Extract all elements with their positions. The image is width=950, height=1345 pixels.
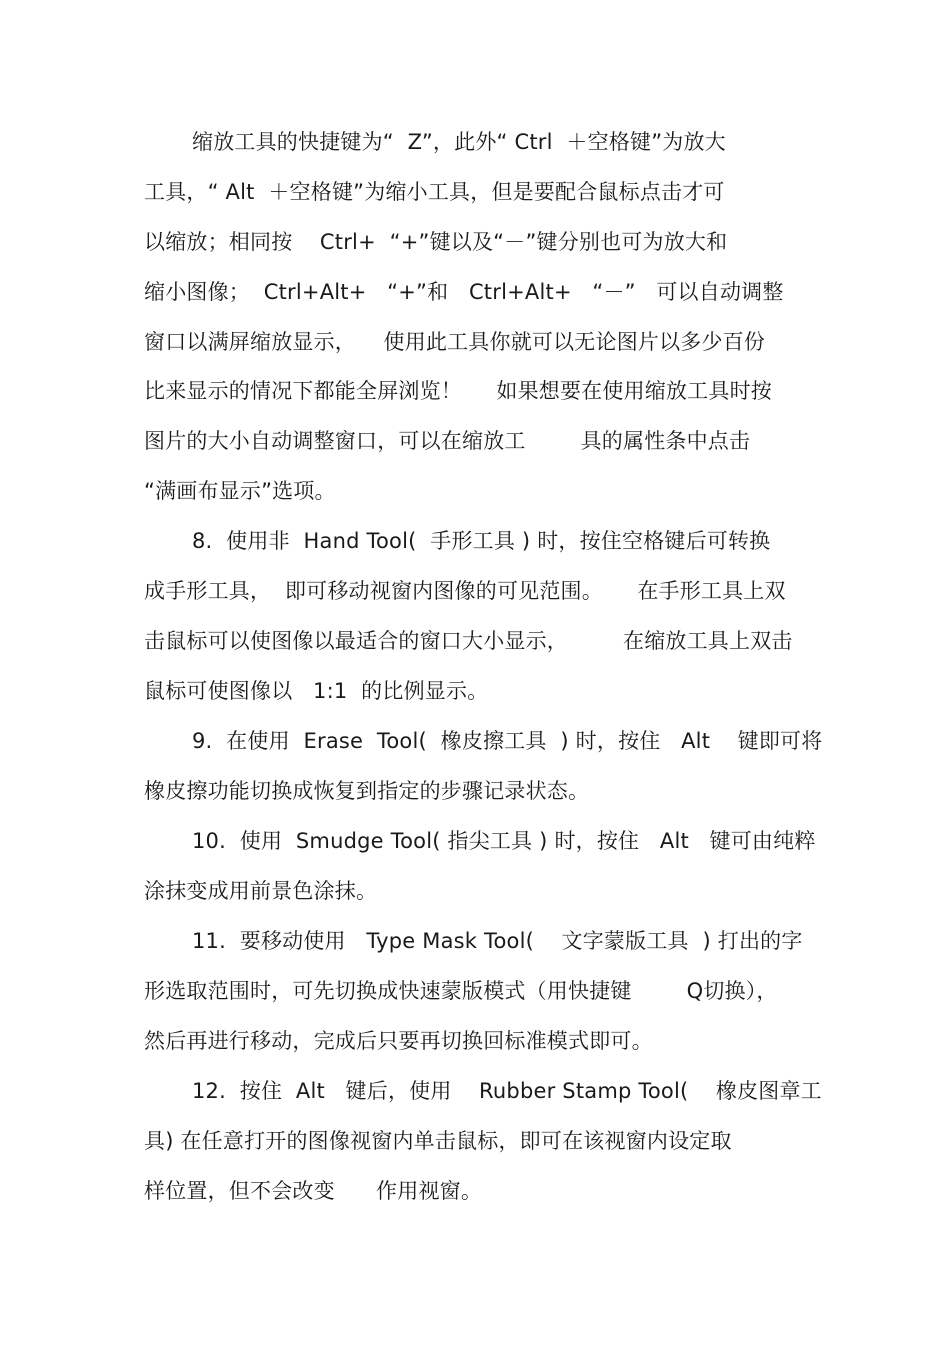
paragraph-line: 形选取范围时，可先切换成快速蒙版模式（用快捷键 Q切换），	[144, 979, 778, 1003]
paragraph-line: 9. 在使用 Erase Tool( 橡皮擦工具 ) 时，按住 Alt 键即可将	[192, 729, 823, 753]
paragraph-line: 比来显示的情况下都能全屏浏览！ 如果想要在使用缩放工具时按	[144, 379, 772, 403]
paragraph-line: 涂抹变成用前景色涂抹。	[144, 879, 378, 903]
paragraph-line: 鼠标可使图像以 1:1 的比例显示。	[144, 679, 489, 703]
paragraph-line: 11. 要移动使用 Type Mask Tool( 文字蒙版工具 ) 打出的字	[192, 929, 803, 953]
paragraph-line: 样位置，但不会改变 作用视窗。	[144, 1179, 483, 1203]
paragraph-line: 以缩放；相同按 Ctrl+ “+”键以及“－”键分别也可为放大和	[144, 230, 728, 254]
paragraph-line: 成手形工具， 即可移动视窗内图像的可见范围。 在手形工具上双	[144, 579, 786, 603]
paragraph-line: 图片的大小自动调整窗口，可以在缩放工 具的属性条中点击	[144, 429, 751, 453]
paragraph-line: 橡皮擦功能切换成恢复到指定的步骤记录状态。	[144, 779, 590, 803]
paragraph-line: 12. 按住 Alt 键后，使用 Rubber Stamp Tool( 橡皮图章工	[192, 1079, 822, 1103]
paragraph-line: 缩放工具的快捷键为“ Z”，此外“ Ctrl ＋空格键”为放大	[192, 130, 726, 154]
paragraph-line: 缩小图像； Ctrl+Alt+ “+”和 Ctrl+Alt+ “－” 可以自动调整	[144, 280, 784, 304]
paragraph-line: 8. 使用非 Hand Tool( 手形工具 ) 时，按住空格键后可转换	[192, 529, 771, 553]
paragraph-line: 窗口以满屏缩放显示， 使用此工具你就可以无论图片以多少百份	[144, 330, 766, 354]
paragraph-line: “满画布显示”选项。	[144, 479, 336, 503]
paragraph-line: 然后再进行移动，完成后只要再切换回标准模式即可。	[144, 1029, 653, 1053]
paragraph-line: 具) 在任意打开的图像视窗内单击鼠标，即可在该视窗内设定取	[144, 1129, 732, 1153]
paragraph-line: 10. 使用 Smudge Tool( 指尖工具 ) 时，按住 Alt 键可由纯粹	[192, 829, 816, 853]
paragraph-line: 击鼠标可以使图像以最适合的窗口大小显示， 在缩放工具上双击	[144, 629, 793, 653]
paragraph-line: 工具，“ Alt ＋空格键”为缩小工具，但是要配合鼠标点击才可	[144, 180, 725, 204]
